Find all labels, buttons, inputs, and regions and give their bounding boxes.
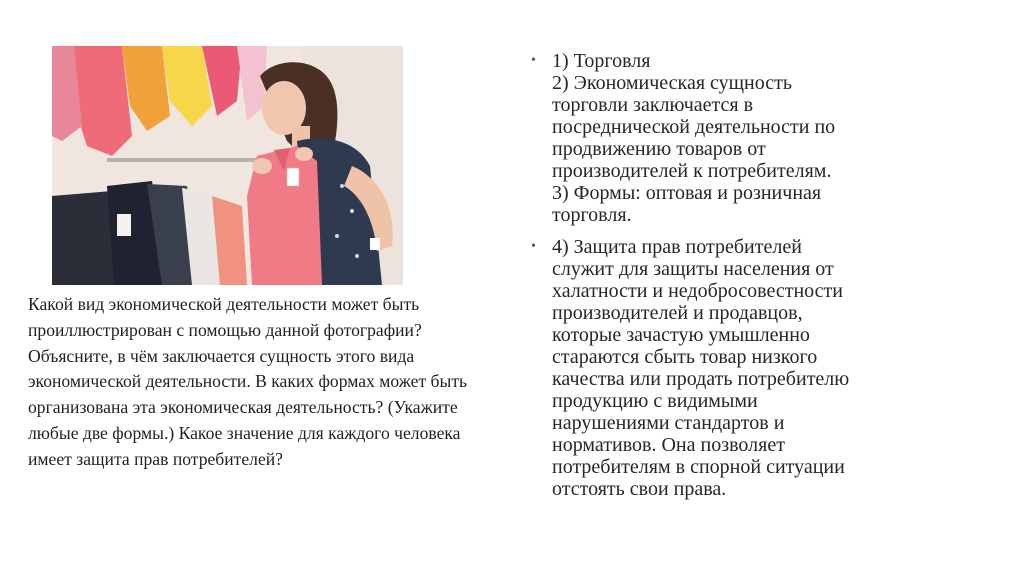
answer-line: 4) Защита прав потребителей xyxy=(552,236,802,258)
answer-line: 2) Экономическая сущность xyxy=(552,72,792,94)
answer-line: торговля. xyxy=(552,204,632,226)
answer-line: стараются сбыть товар низкого xyxy=(552,346,818,368)
answer-line: продвижению товаров от xyxy=(552,138,766,160)
answer-line: нарушениями стандартов и xyxy=(552,412,785,434)
answer-line: производителей и продавцов, xyxy=(552,302,803,324)
bullet-dot-icon: • xyxy=(531,53,536,68)
answer-line: халатности и недобросовестности xyxy=(552,280,843,302)
photo-illustration xyxy=(52,46,403,285)
answer-line: продукцию с видимыми xyxy=(552,390,758,412)
question-text: Какой вид экономической деятельности может быть проиллюстрирован с помощью данной фотографии? Объясните, в чём заключается сущность этого вида экономической деятельности. В каких формах может быть организована эта экономическая деятельность? (Укажите любые две формы.) Какое значение для каждого человека имеет защита прав потребителей? xyxy=(28,294,468,469)
answer-line: служит для защиты населения от xyxy=(552,258,834,280)
answer-line: которые зачастую умышленно xyxy=(552,324,810,346)
answer-line: посреднической деятельности по xyxy=(552,116,836,138)
answer-list xyxy=(531,50,971,500)
answer-line: 3) Формы: оптовая и розничная xyxy=(552,182,822,204)
bullet-dot-icon: • xyxy=(531,239,536,254)
answer-line: отстоять свои права. xyxy=(552,478,727,500)
answer-line: нормативов. Она позволяет xyxy=(552,434,785,456)
answer-item xyxy=(531,50,971,226)
answer-line: производителей к потребителям. xyxy=(552,160,832,182)
answer-line: потребителям в спорной ситуации xyxy=(552,456,845,478)
answer-line: 1) Торговля xyxy=(552,50,651,72)
answer-item xyxy=(531,236,971,500)
shopping-woman-photo xyxy=(52,46,403,285)
answer-line: качества или продать потребителю xyxy=(552,368,850,390)
answer-line: торговли заключается в xyxy=(552,94,754,116)
